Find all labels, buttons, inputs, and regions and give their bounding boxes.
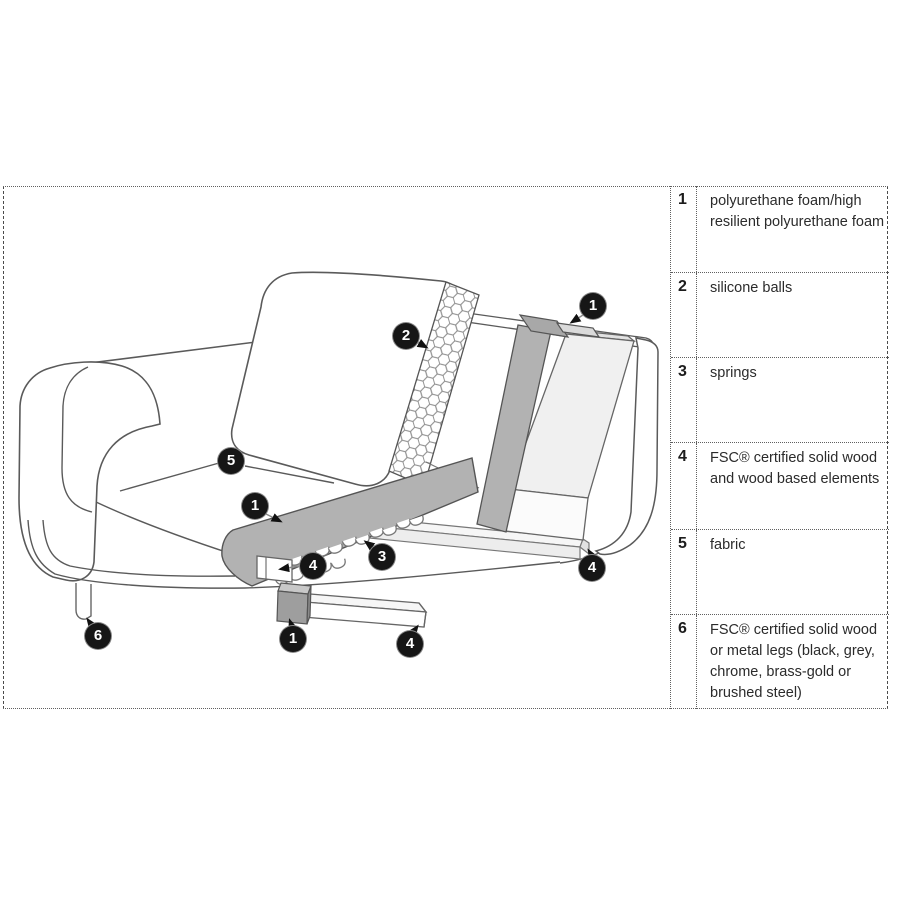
callout-foam-block: 1 xyxy=(280,626,306,652)
callout-wood-right: 4 xyxy=(579,555,605,581)
callout-legs: 6 xyxy=(85,623,111,649)
callout-foam-top: 1 xyxy=(580,293,606,319)
legend-text: fabric xyxy=(710,537,746,553)
legend-text: springs xyxy=(710,365,757,381)
legend-row-5 xyxy=(671,530,889,615)
legend-number: 4 xyxy=(671,443,697,529)
legend-text: FSC® certified solid wood and wood based elements xyxy=(710,450,880,487)
legend-number: 3 xyxy=(671,358,697,442)
foam-block xyxy=(277,583,311,624)
callout-foam-seat: 1 xyxy=(242,493,268,519)
legend-table xyxy=(670,186,889,709)
wood-frame-end xyxy=(257,556,292,582)
legend-text: polyurethane foam/high resilient polyurethane foam xyxy=(710,193,885,230)
callout-wood-left: 4 xyxy=(300,553,326,579)
legend-number: 1 xyxy=(671,186,697,272)
legend-row-6 xyxy=(671,615,889,709)
callout-fabric: 5 xyxy=(218,448,244,474)
legend-text: silicone balls xyxy=(710,280,793,296)
legend-row-2 xyxy=(671,273,889,358)
legend-text: FSC® certified solid wood or metal legs (black, grey, chrome, brass-gold or brushed steel) xyxy=(710,622,878,701)
legend-row-3 xyxy=(671,358,889,443)
front-leg xyxy=(76,583,91,619)
callout-silicone-balls: 2 xyxy=(393,323,419,349)
legend-row-4 xyxy=(671,443,889,530)
legend-number: 6 xyxy=(671,615,697,709)
left-armrest xyxy=(19,362,160,581)
wood-plank xyxy=(298,593,426,627)
legend-row-1 xyxy=(671,186,889,273)
legend-number: 2 xyxy=(671,273,697,357)
callout-springs: 3 xyxy=(369,544,395,570)
legend-number: 5 xyxy=(671,530,697,614)
callout-wood-plank: 4 xyxy=(397,631,423,657)
